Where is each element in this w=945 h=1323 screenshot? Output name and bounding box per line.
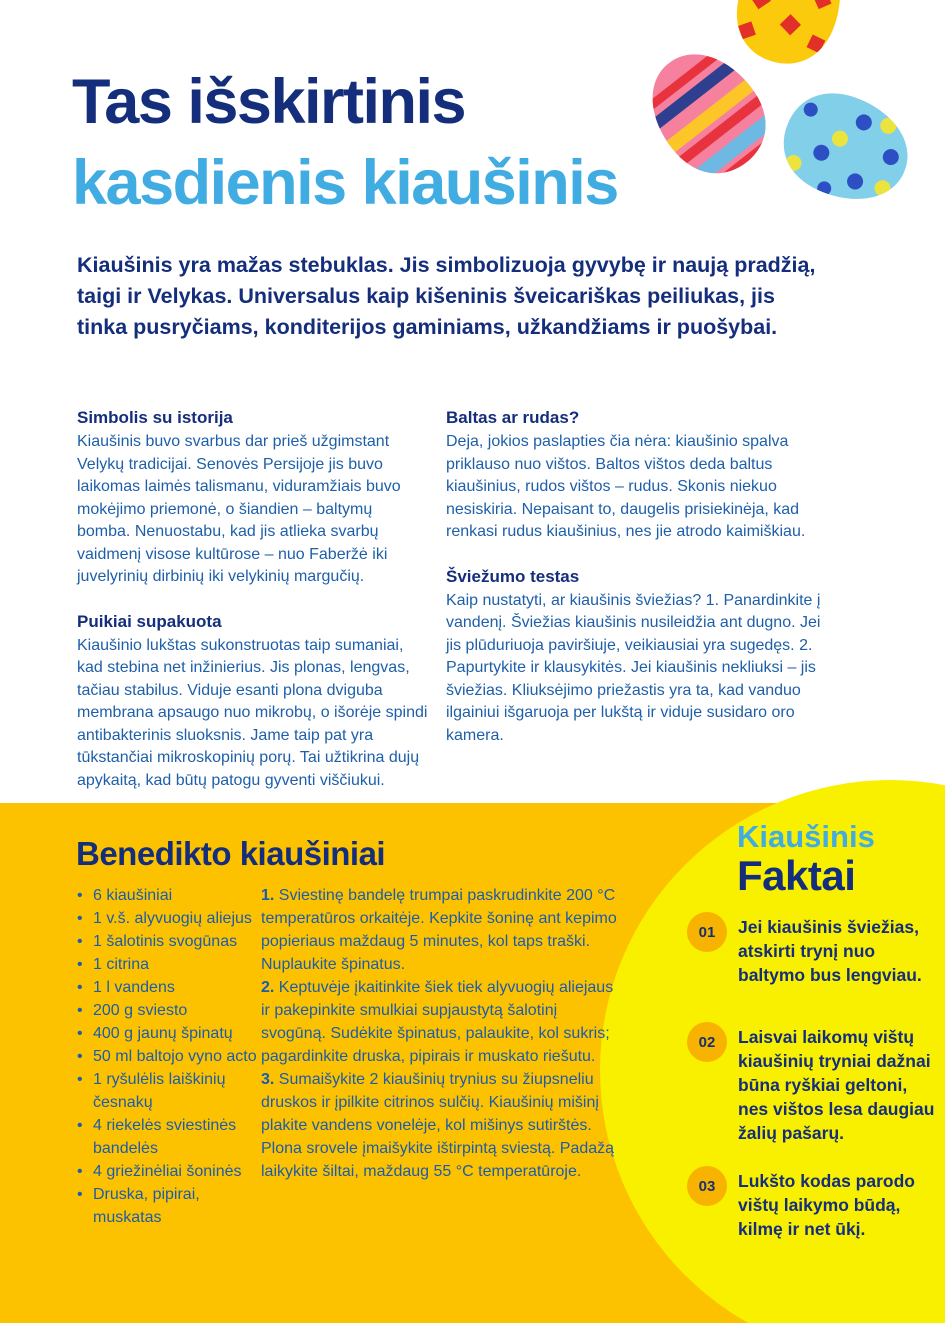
ingredient-item [77,1183,267,1229]
bullet-icon: • [77,1117,83,1134]
ingredient-item [77,1022,267,1045]
bullet-icon: • [77,1071,83,1088]
bullet-icon: • [77,1002,83,1019]
intro-paragraph: Kiaušinis yra mažas stebuklas. Jis simbolizuoja gyvybę ir naują pradžią, taigi ir Velykas. Universalus kaip kišeninis šveicariškas peiliukas, jis tinka pusryčiams, konditerijos gaminiams, užkandžiams ir puošybai. [77,253,816,339]
fact-text: Laisvai laikomų vištų kiaušinių tryniai dažnai būna ryškiai geltoni, nes vištos lesa daugiau žalių pašarų. [738,1027,935,1143]
ingredient-item [77,999,267,1022]
ingredient-item [77,1068,267,1114]
blue-dotted-egg-icon [757,64,937,233]
bullet-icon: • [77,887,83,904]
step-number: 2. [261,979,275,996]
article-section-packaging [77,611,429,793]
step-text: Sviestinę bandelę trumpai paskrudinkite 200 °C temperatūros orkaitėje. Kepkite šoninę ant kepimo popieriaus maždaug 5 minutes, kol taps traški. Nuplaukite špinatus. [261,887,617,973]
section-heading: Šviežumo testas [446,566,580,586]
recipe-step [261,1068,621,1137]
section-heading: Baltas ar rudas? [446,408,580,427]
fact-item-2 [687,1022,939,1145]
section-body: Deja, jokios paslapties čia nėra: kiaušinio spalva priklauso nuo vištos. Baltos vištos deda baltus kiaušinius, rudos vištos – rudus. Skonis niekuo nesiskiria. Nepaisant to, daugelis prisiekinėja, kad renkasi rudus kiaušinius, nes jie atrodo kaimiškiau. [446,433,806,540]
ingredient-text: 1 l vandens [93,979,175,996]
yellow-egg-red-squares-icon [724,0,855,75]
fact-number-badge: 03 [687,1166,727,1206]
ingredient-item [77,884,267,907]
bullet-icon: • [77,979,83,996]
ingredient-text: 1 citrina [93,956,150,973]
fact-text: Lukšto kodas parodo vištų laikymo būdą, kilmę ir net ūkį. [738,1171,915,1239]
ingredient-item [77,930,267,953]
recipe-step [261,976,621,1068]
ingredient-text: 1 v.š. alyvuogių aliejus [93,910,252,927]
step-text: Sumaišykite 2 kiaušinių trynius su žiupsneliu druskos ir įpilkite citrinos sulčių. Kiaušinių mišinį plakite vandens vonelėje, kol mišinys sutirštės. [261,1071,599,1134]
ingredient-text: Druska, pipirai, muskatas [93,1186,200,1226]
section-heading: Simbolis su istorija [77,408,233,427]
ingredient-text: 1 šalotinis svogūnas [93,933,238,950]
page-title-line2: kasdienis kiaušinis [72,148,618,218]
recipe-step [261,1137,621,1183]
fact-item-3 [687,1166,939,1241]
bullet-icon: • [77,1025,83,1042]
article-column-right [446,407,822,769]
page-title [72,62,618,224]
ingredient-text: 400 g jaunų špinatų [93,1025,233,1042]
fact-text: Jei kiaušinis šviežias, atskirti trynį nuo baltymo bus lengviau. [738,917,922,985]
ingredient-list [77,884,267,1229]
bullet-icon: • [77,1163,83,1180]
step-number: 3. [261,1071,275,1088]
article-section-freshness-test [446,566,822,748]
ingredient-text: 200 g sviesto [93,1002,188,1019]
page-title-line1: Tas išskirtinis [72,67,466,137]
ingredient-item [77,1114,267,1160]
recipe-title: Benedikto kiaušiniai [76,835,386,872]
ingredient-text: 50 ml baltojo vyno acto [93,1048,257,1065]
ingredient-item [77,907,267,930]
section-heading: Puikiai supakuota [77,611,222,631]
ingredient-item [77,976,267,999]
bullet-icon: • [77,910,83,927]
ingredient-item [77,1160,267,1183]
facts-title-line1: Kiaušinis [737,819,875,854]
bullet-icon: • [77,1048,83,1065]
article-section-white-or-brown [446,407,822,544]
bullet-icon: • [77,956,83,973]
step-text: Plona srovele įmaišykite ištirpintą sviestą. Padažą laikykite šiltai, maždaug 55 °C temperatūroje. [261,1140,615,1180]
ingredient-item [77,1045,267,1068]
section-body: Kiaušinis buvo svarbus dar prieš užgimstant Velykų tradicijai. Senovės Persijoje jis buvo laikomas laimės talismanu, viduramžiais buvo mokėjimo priemonė, o šiandien – baltymų bomba. Nenuostabu, kad jis atlieka svarbų vaidmenį visose kultūrose – nuo Faberžė iki juvelyrinių dirbinių iki velykinių margučių. [77,433,401,585]
fact-number-badge: 02 [687,1022,727,1062]
ingredient-text: 6 kiaušiniai [93,887,173,904]
ingredient-text: 4 riekelės sviestinės bandelės [93,1117,237,1157]
facts-panel-title [737,820,875,898]
bullet-icon: • [77,933,83,950]
section-body: Kiaušinio lukštas sukonstruotas taip sumaniai, kad stebina net inžinierius. Jis plonas, lengvas, tačiau stabilus. Viduje esanti plona dviguba membrana apsaugo nuo mikrobų, o išorėje spindi antibakterinis sluoksnis. Jame taip pat yra tūkstančiai mikroskopinių porų. Tai užtikrina dujų apykaitą, kad būtų patogu gyventi viščiukui. [77,636,428,789]
step-text: Keptuvėje įkaitinkite šiek tiek alyvuogių aliejaus ir pakepinkite smulkiai supjaustytą šalotinį svogūną. Sudėkite špinatus, palaukite, kol sukris; pagardinkite druska, pipirais ir muskato riešutu. [261,979,614,1065]
fact-number-badge: 01 [687,912,727,952]
bullet-icon: • [77,1186,83,1203]
article-section-history [77,407,429,589]
step-number: 1. [261,887,275,904]
facts-title-line2: Faktai [737,852,856,899]
ingredient-text: 1 ryšulėlis laiškinių česnakų [93,1071,226,1111]
ingredient-text: 4 griežinėliai šoninės [93,1163,242,1180]
easter-eggs-illustration [585,0,945,235]
article-column-left [77,407,429,814]
section-body: Kaip nustatyti, ar kiaušinis šviežias? 1. Panardinkite į vandenį. Šviežias kiaušinis nusileidžia ant dugno. Jei jis plūduriuoja paviršiuje, veikiausiai yra sugedęs. 2. Papurtykite ir klausykitės. Jei kiaušinis nekliuksi – jis šviežias. Kliuksėjimo priežastis yra ta, kad vanduo ilgainiui išgaruoja per lukštą ir viduje susidaro oro kamera. [446,591,821,744]
ingredient-item [77,953,267,976]
fact-item-1 [687,912,939,987]
recipe-step [261,884,621,976]
recipe-steps [261,884,621,1183]
